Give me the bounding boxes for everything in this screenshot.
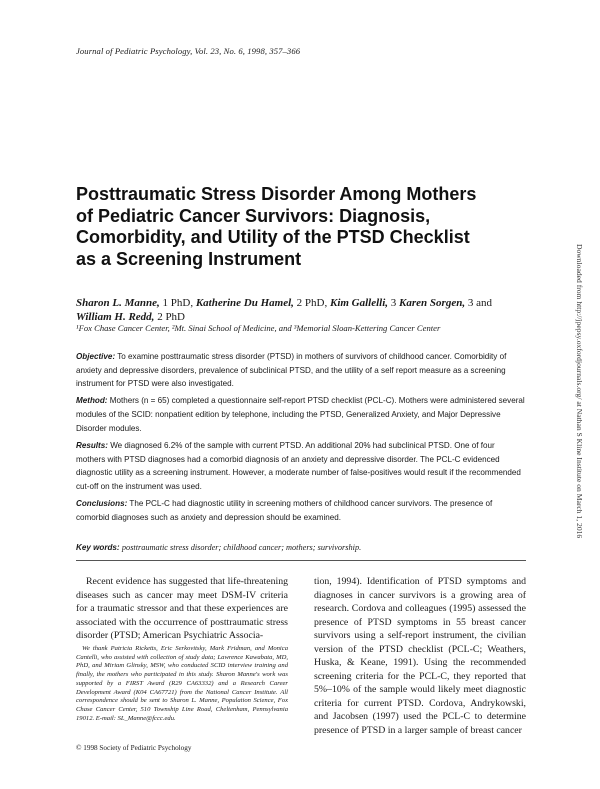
keywords	[76, 543, 526, 552]
abstract-text: The PCL-C had diagnostic utility in screening mothers of childhood cancer survivors. The presence of comorbid diagnoses such as anxiety and depression should be examined.	[76, 499, 493, 522]
abstract-label: Objective:	[76, 352, 116, 361]
abstract-label: Method:	[76, 396, 108, 406]
body-left-column	[76, 575, 288, 643]
download-watermark: Downloaded from http://jpepsy.oxfordjournals.org/ at Nathan S Kline Institute on March 1, 2016	[575, 244, 584, 539]
abstract	[76, 350, 526, 528]
section-divider	[76, 560, 526, 561]
keywords-text: posttraumatic stress disorder; childhood cancer; mothers; survivorship.	[121, 543, 362, 552]
author-name: Sharon L. Manne,	[76, 297, 160, 309]
author-degree: 2 PhD,	[296, 297, 328, 309]
author-degree: 1 PhD,	[162, 297, 194, 309]
author-name: Karen Sorgen,	[399, 297, 466, 309]
author-degree: 2 PhD	[157, 311, 185, 323]
abstract-results	[76, 439, 526, 493]
abstract-text: We diagnosed 6.2% of the sample with current PTSD. An additional 20% had subclinical PTSD. One of four mothers with PTSD diagnoses had a comorbid diagnosis of an anxiety and depressive disorder. The PCL-C evidenced diagnostic utility as a screening instrument. However, a moderate number of false-positives would result if the recommended cut-off on the instrument was used.	[76, 440, 521, 491]
abstract-objective	[76, 350, 526, 391]
author-list	[76, 296, 526, 324]
author-name: William H. Redd,	[76, 311, 155, 323]
author-degree: 3	[390, 297, 397, 309]
title-line: Posttraumatic Stress Disorder Among Mothers	[76, 184, 477, 204]
abstract-method	[76, 394, 526, 435]
author-name: Kim Gallelli,	[329, 297, 389, 309]
journal-citation: Journal of Pediatric Psychology, Vol. 23, No. 6, 1998, 357–366	[76, 46, 301, 56]
copyright-notice: © 1998 Society of Pediatric Psychology	[76, 744, 192, 752]
body-paragraph: tion, 1994). Identification of PTSD symptoms and diagnoses in cancer survivors is a growing area of research. Cordova and colleagues (1995) assessed the presence of PTSD symptoms in 55 breast cancer survivors using a self-report instrument, the civilian version of the PTSD checklist (PCL-C; Weathers, Huska, & Keane, 1991). Using the recommended screening criteria for the PCL-C, they reported that 5%–10% of the sample would likely meet diagnostic criteria for current PTSD. Cordova, Andrykowski, and Jacobsen (1997) used the PCL-C to determine presence of PTSD in a larger sample of breast cancer	[314, 576, 526, 736]
author-degree: 3 and	[467, 297, 492, 309]
acknowledgment-footnote: We thank Patricia Ricketts, Eric Serkovitsky, Mark Fridman, and Monica Cantelli, who assisted with collection of study data; Lawrence Kawabata, MD, PhD, and Miriam Glinsky, MSW, who conducted SCID interview training and finally, the mothers who participated in this study. Sharon Manne's work was supported by a FIRST Award (R29 CA63332) and a Research Career Development Award (K04 CA67721) from the National Cancer Institute. All correspondence should be sent to Sharon L. Manne, Population Science, Fox Chase Cancer Center, 510 Township Line Road, Cheltenham, Pennsylvania 19012. E-mail: SL_Manne@fccc.edu.	[76, 645, 288, 722]
abstract-label: Conclusions:	[76, 499, 128, 508]
title-line: as a Screening Instrument	[76, 248, 302, 269]
title-line: Comorbidity, and Utility of the PTSD Checklist	[76, 227, 470, 247]
keywords-label: Key words:	[76, 543, 120, 552]
abstract-label: Results:	[76, 440, 108, 450]
abstract-text: Mothers (n = 65) completed a questionnaire self-report PTSD checklist (PCL-C). Mothers were administered several modules of the SCID: nonpatient edition by telephone, including the PTSD, Generalized Anxiety, and Major Depressive Disorder modules.	[76, 396, 525, 433]
article-title	[76, 184, 496, 270]
body-right-column	[314, 575, 526, 737]
abstract-text: To examine posttraumatic stress disorder (PTSD) in mothers of survivors of childhood cancer. Comorbidity of anxiety and depressive disorders, prevalence of subclinical PTSD, and the utility of a self report measure as a screening instrument for PTSD were also investigated.	[76, 352, 507, 389]
author-affiliations: ¹Fox Chase Cancer Center, ²Mt. Sinai School of Medicine, and ³Memorial Sloan-Kettering Cancer Center	[76, 323, 441, 333]
body-paragraph: Recent evidence has suggested that life-threatening diseases such as cancer may meet DSM-IV criteria for a traumatic stressor and that these experiences are associated with the occurrence of posttraumatic stress disorder (PTSD; American Psychiatric Associa-	[76, 576, 288, 641]
abstract-conclusions	[76, 497, 526, 524]
title-line: of Pediatric Cancer Survivors: Diagnosis,	[76, 205, 431, 226]
author-name: Katherine Du Hamel,	[195, 297, 294, 309]
